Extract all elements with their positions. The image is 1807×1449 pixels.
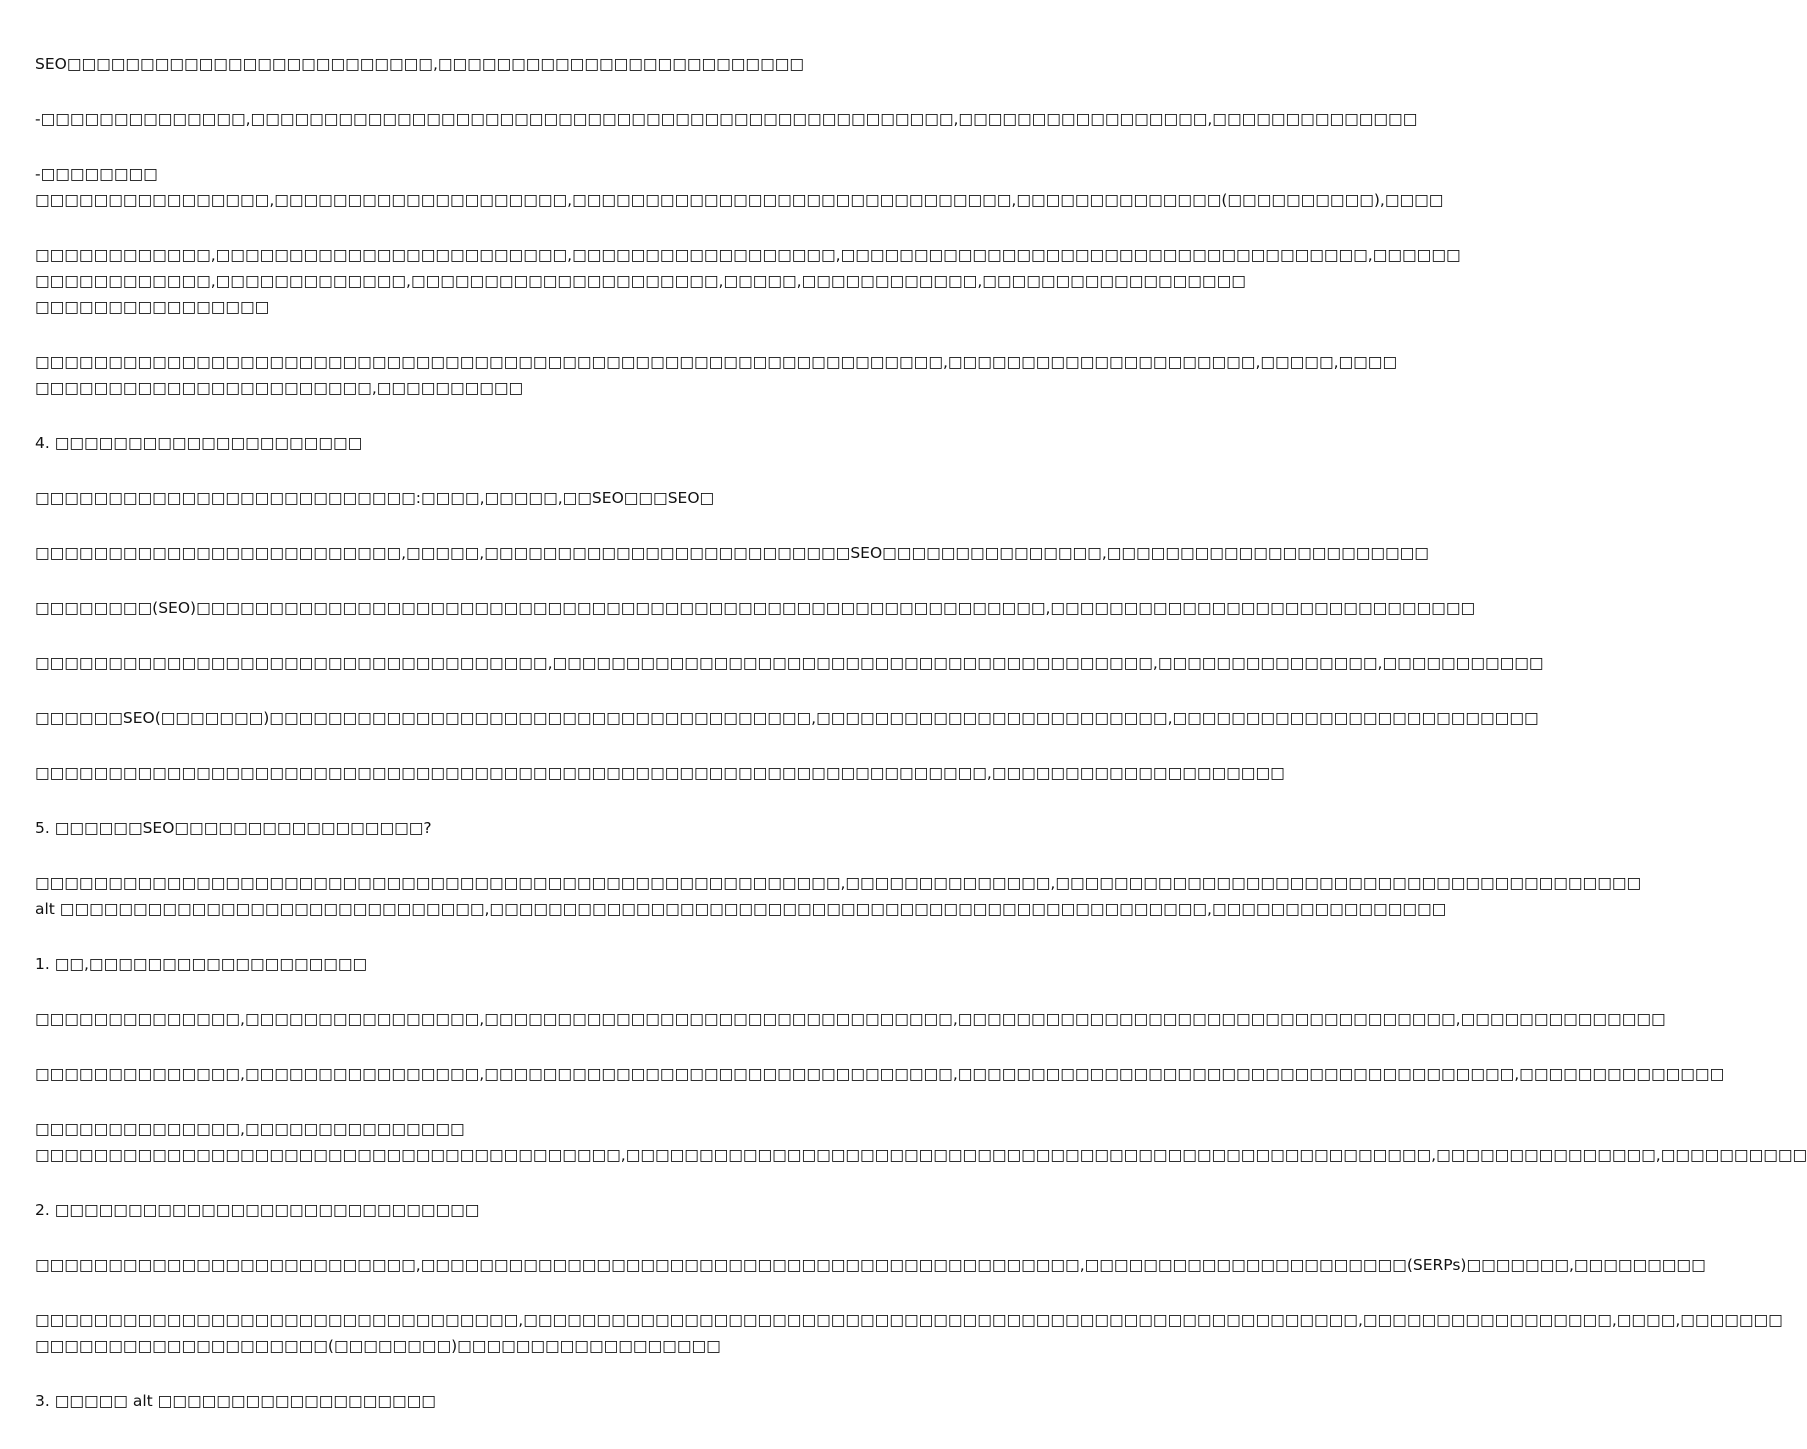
- text-line: □□□□□□□□□□□□□□□□□□□□□□□□□□□□□□□□□,□□□□□□□□□□□□□□□□□□□□□□□□□□□□□□□□□□□□□□□□□□□□□□□□□□□□□□□□□,□□□□□□□□□□□□□□□□□,□□□□,□□□□□□□: [35, 1310, 1783, 1329]
- text-line: □□□□□□□□□□□□□□□□□□□□□□□,□□□□□□□□□□: [35, 378, 524, 397]
- text-line: □□□□□□SEO(□□□□□□□)□□□□□□□□□□□□□□□□□□□□□□□□□□□□□□□□□□□□□,□□□□□□□□□□□□□□□□□□□□□□□□,□□□□□□□□□□□□□□□□□□□□□□□□□: [35, 708, 1539, 727]
- text-line: □□□□□□□□(SEO)□□□□□□□□□□□□□□□□□□□□□□□□□□□□□□□□□□□□□□□□□□□□□□□□□□□□□□□□□□,□□□□□□□□□□□□□□□□□□□□□□□□□□□□□: [35, 598, 1476, 617]
- section-heading: 1. □□,□□□□□□□□□□□□□□□□□□□: [35, 954, 368, 973]
- text-line: □□□□□□□□□□□□□□□□□□□□□□□□□□□□□□□□□□□,□□□□□□□□□□□□□□□□□□□□□□□□□□□□□□□□□□□□□□□□□,□□□□□□□□□□□□□□□,□□□□□□□□□□□: [35, 653, 1544, 672]
- text-line: □□□□□□□□□□□□□□□□□□□□□□□□□□:□□□□,□□□□□,□□SEO□□□SEO□: [35, 488, 715, 507]
- text-line: □□□□□□□□□□□□□□□□□□□□□□□□□□,□□□□□□□□□□□□□□□□□□□□□□□□□□□□□□□□□□□□□□□□□□□□□,□□□□□□□□□□□□□□□□□□□□□□(SERPs)□□□□□□□,□□□□□□□□□: [35, 1255, 1706, 1274]
- section-heading: 3. □□□□□ alt □□□□□□□□□□□□□□□□□□□: [35, 1391, 436, 1410]
- text-line: SEO□□□□□□□□□□□□□□□□□□□□□□□□□,□□□□□□□□□□□□□□□□□□□□□□□□□: [35, 54, 804, 73]
- text-line: □□□□□□□□□□□□□□□□□□□□□□□□□□□□□□□□□□□□□□□□,□□□□□□□□□□□□□□□□□□□□□□□□□□□□□□□□□□□□□□□□□□□□□□□□□□□□□□□,□□□□□□□□□□□□□□□,□□□□□□□□□□: [35, 1145, 1807, 1164]
- text-line: □□□□□□□□□□□□□□□□□□□□□□□□□,□□□□□,□□□□□□□□□□□□□□□□□□□□□□□□□SEO□□□□□□□□□□□□□□□,□□□□□□□□□□□□□□□□□□□□□□: [35, 543, 1429, 562]
- text-line: □□□□□□□□□□□□□□□□□□□□(□□□□□□□□)□□□□□□□□□□□□□□□□□□: [35, 1336, 721, 1355]
- section-heading: 5. □□□□□□SEO□□□□□□□□□□□□□□□□□?: [35, 818, 432, 837]
- text-line: □□□□□□□□□□□□□□,□□□□□□□□□□□□□□□□,□□□□□□□□□□□□□□□□□□□□□□□□□□□□□□□□,□□□□□□□□□□□□□□□□□□□□□□□□□□□□□□□□□□□□□□,□□□□□□□□□□□□□□: [35, 1064, 1725, 1083]
- text-line: □□□□□□□□□□□□,□□□□□□□□□□□□□□□□□□□□□□□□,□□□□□□□□□□□□□□□□□□,□□□□□□□□□□□□□□□□□□□□□□□□□□□□□□□□□□□□,□□□□□□: [35, 245, 1461, 264]
- text-line: □□□□□□□□□□□□□□□□,□□□□□□□□□□□□□□□□□□□□,□□□□□□□□□□□□□□□□□□□□□□□□□□□□□□,□□□□□□□□□□□□□□(□□□□□□□□□□),□□□□: [35, 190, 1444, 209]
- text-line: -□□□□□□□□: [35, 164, 158, 183]
- text-line: □□□□□□□□□□□□□□,□□□□□□□□□□□□□□□□,□□□□□□□□□□□□□□□□□□□□□□□□□□□□□□□□,□□□□□□□□□□□□□□□□□□□□□□□□□□□□□□□□□□,□□□□□□□□□□□□□□: [35, 1009, 1666, 1028]
- section-heading: 2. □□□□□□□□□□□□□□□□□□□□□□□□□□□□□: [35, 1200, 480, 1219]
- text-line: □□□□□□□□□□□□,□□□□□□□□□□□□□,□□□□□□□□□□□□□□□□□□□□□,□□□□□,□□□□□□□□□□□□,□□□□□□□□□□□□□□□□□□: [35, 271, 1246, 290]
- text-line: □□□□□□□□□□□□□□□□□□□□□□□□□□□□□□□□□□□□□□□□□□□□□□□□□□□□□□□,□□□□□□□□□□□□□□,□□□□□□□□□□□□□□□□□□□□□□□□□□□□□□□□□□□□□□□□: [35, 873, 1642, 892]
- text-line: □□□□□□□□□□□□□□,□□□□□□□□□□□□□□□: [35, 1119, 465, 1138]
- text-line: alt □□□□□□□□□□□□□□□□□□□□□□□□□□□□□,□□□□□□□□□□□□□□□□□□□□□□□□□□□□□□□□□□□□□□□□□□□□□□□□□,□□□□□□□□□□□□□□□□: [35, 899, 1447, 918]
- text-line: □□□□□□□□□□□□□□□□□□□□□□□□□□□□□□□□□□□□□□□□□□□□□□□□□□□□□□□□□□□□□□,□□□□□□□□□□□□□□□□□□□□□,□□□□□,□□□□: [35, 352, 1398, 371]
- text-line: □□□□□□□□□□□□□□□□: [35, 297, 270, 316]
- text-line: □□□□□□□□□□□□□□□□□□□□□□□□□□□□□□□□□□□□□□□□□□□□□□□□□□□□□□□□□□□□□□□□□,□□□□□□□□□□□□□□□□□□□□: [35, 763, 1285, 782]
- text-line: -□□□□□□□□□□□□□□,□□□□□□□□□□□□□□□□□□□□□□□□□□□□□□□□□□□□□□□□□□□□□□□□,□□□□□□□□□□□□□□□□□,□□□□□□□□□□□□□□: [35, 109, 1418, 128]
- section-heading: 4. □□□□□□□□□□□□□□□□□□□□□: [35, 433, 363, 452]
